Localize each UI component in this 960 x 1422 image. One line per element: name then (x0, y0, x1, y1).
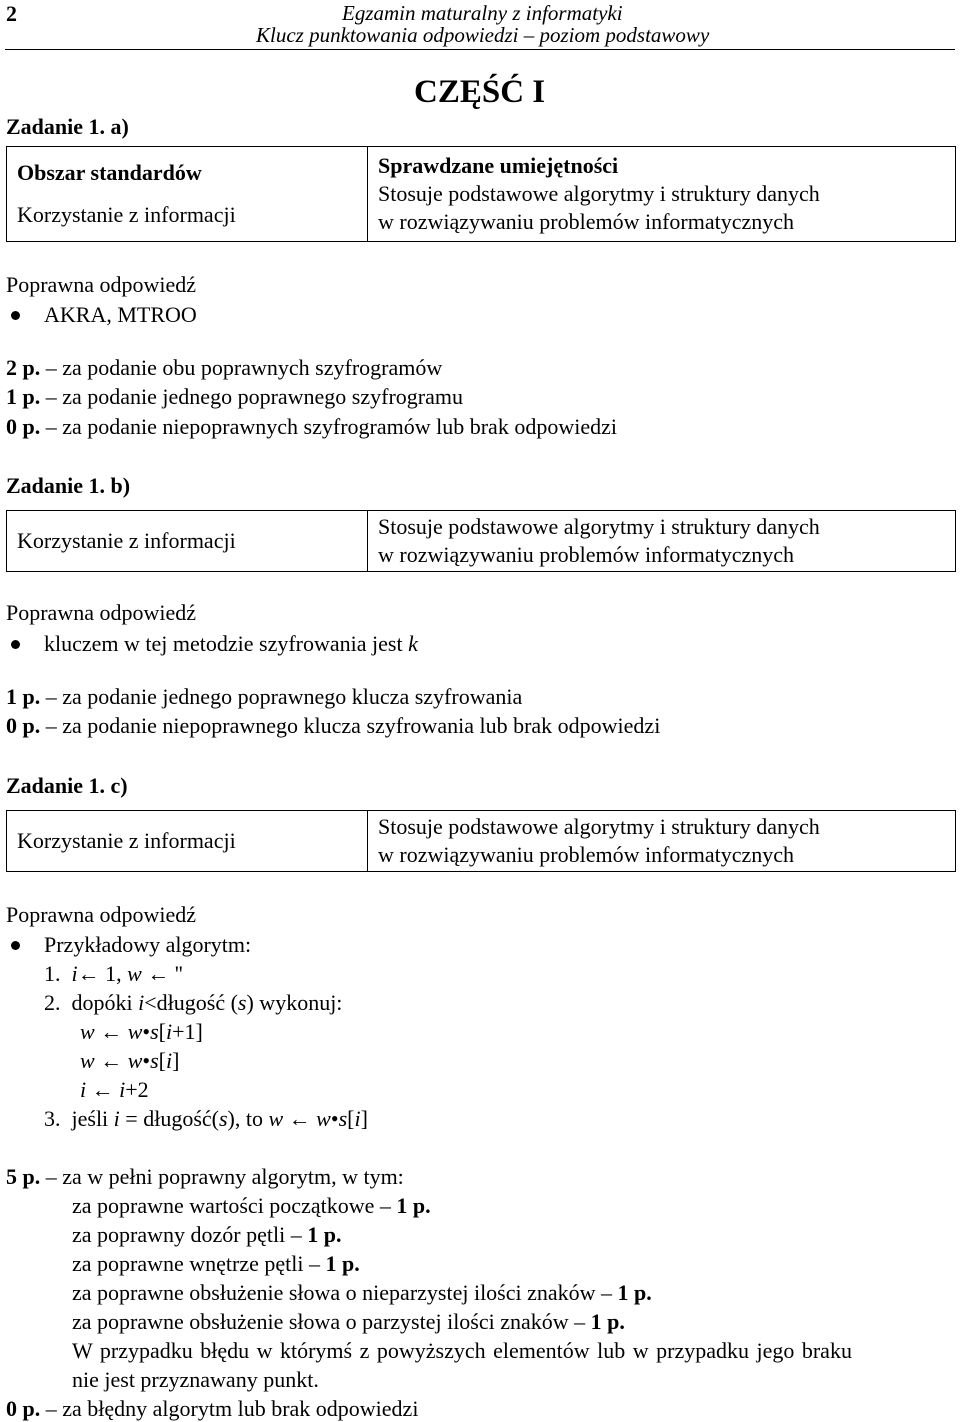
task-b-col1-value: Korzystanie z informacji (17, 528, 236, 553)
task-b-heading: Zadanie 1. b) (6, 473, 131, 498)
task-a-col2-line2: w rozwiązywaniu problemów informatycznych (378, 209, 795, 234)
task-b-answer: kluczem w tej metodzie szyfrowania jest k (44, 631, 418, 656)
page-number: 2 (6, 1, 17, 26)
task-a-col2-header: Sprawdzane umiejętności (378, 153, 619, 178)
task-c-subscore: za poprawne wartości początkowe – 1 p. (72, 1193, 431, 1218)
task-a-col1-header: Obszar standardów (17, 160, 202, 185)
task-a-table (6, 146, 956, 242)
task-c-score-0: 0 p. – za błędny algorytm lub brak odpowiedzi (6, 1396, 419, 1421)
task-a-answer-label: Poprawna odpowiedź (6, 272, 197, 297)
bullet-icon (11, 941, 20, 950)
task-a-col1-value: Korzystanie z informacji (17, 202, 236, 227)
algorithm-loop-line-3: i ← i+2 (80, 1077, 149, 1102)
task-b-score-0: 0 p. – za podanie niepoprawnego klucza szyfrowania lub brak odpowiedzi (6, 713, 661, 738)
task-b-answer-label: Poprawna odpowiedź (6, 600, 197, 625)
task-a-score-2: 2 p. – za podanie obu poprawnych szyfrogramów (6, 355, 443, 380)
task-c-algorithm-intro: Przykładowy algorytm: (44, 932, 252, 957)
task-b-table (6, 510, 956, 572)
task-c-score-5: 5 p. – za w pełni poprawny algorytm, w tym: (6, 1164, 404, 1189)
task-c-subscore: za poprawne obsłużenie słowa o nieparzystej ilości znaków – 1 p. (72, 1280, 652, 1305)
task-b-score-1: 1 p. – za podanie jednego poprawnego klucza szyfrowania (6, 684, 523, 709)
task-c-table (6, 810, 956, 872)
task-b-col2-line1: Stosuje podstawowe algorytmy i struktury danych (378, 514, 820, 539)
bullet-icon (11, 311, 20, 320)
algorithm-step-3: 3. jeśli i = długość(s), to w ← w•s[i] (44, 1106, 368, 1131)
header-rule (5, 49, 955, 50)
task-a-score-1: 1 p. – za podanie jednego poprawnego szyfrogramu (6, 384, 463, 409)
task-b-col2-line2: w rozwiązywaniu problemów informatycznych (378, 542, 795, 567)
task-c-note-line1: W przypadku błędu w którymś z powyższych elementów lub w przypadku jego braku (72, 1338, 852, 1363)
bullet-icon (11, 640, 20, 649)
algorithm-step-1: 1. i← 1, w ← '' (44, 961, 183, 986)
task-c-note-line2: nie jest przyznawany punkt. (72, 1367, 319, 1392)
task-a-heading: Zadanie 1. a) (6, 114, 129, 139)
task-c-subscore: za poprawne wnętrze pętli – 1 p. (72, 1251, 360, 1276)
algorithm-loop-line-1: w ← w•s[i+1] (80, 1019, 203, 1044)
task-c-col2-line1: Stosuje podstawowe algorytmy i struktury danych (378, 814, 820, 839)
task-c-heading: Zadanie 1. c) (6, 773, 128, 798)
task-c-col2-line2: w rozwiązywaniu problemów informatycznych (378, 842, 795, 867)
header-title-line2: Klucz punktowania odpowiedzi – poziom podstawowy (256, 23, 710, 47)
task-a-score-0: 0 p. – za podanie niepoprawnych szyfrogramów lub brak odpowiedzi (6, 414, 617, 439)
task-c-answer-label: Poprawna odpowiedź (6, 902, 197, 927)
task-c-subscore: za poprawne obsłużenie słowa o parzystej ilości znaków – 1 p. (72, 1309, 625, 1334)
algorithm-step-2: 2. dopóki i<długość (s) wykonuj: (44, 990, 343, 1015)
task-c-subscore: za poprawny dozór pętli – 1 p. (72, 1222, 342, 1247)
algorithm-loop-line-2: w ← w•s[i] (80, 1048, 180, 1073)
part-title: CZĘŚĆ I (414, 74, 546, 110)
task-c-col1-value: Korzystanie z informacji (17, 828, 236, 853)
task-a-answer: AKRA, MTROO (44, 302, 197, 327)
task-a-col2-line1: Stosuje podstawowe algorytmy i struktury danych (378, 181, 820, 206)
header-title-line1: Egzamin maturalny z informatyki (342, 1, 623, 25)
